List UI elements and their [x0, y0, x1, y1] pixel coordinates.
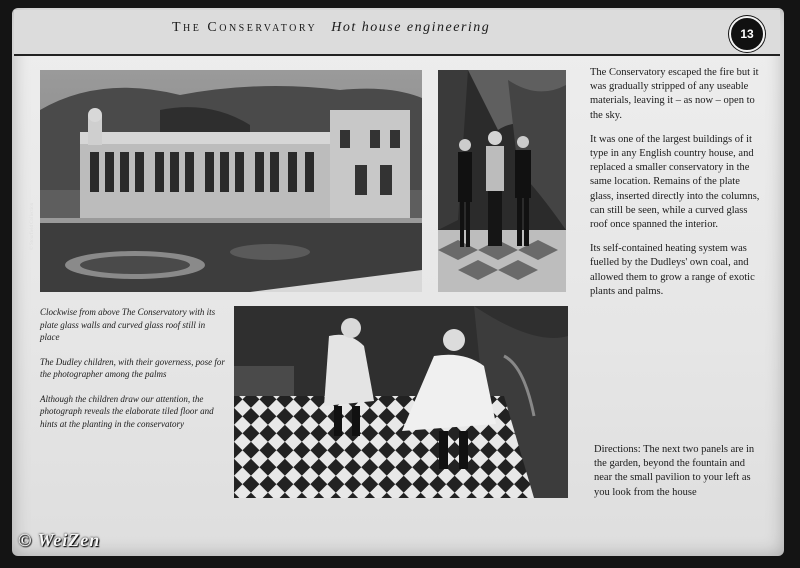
caption-children: The Dudley children, with their governess, pose for the photographer among the palms: [40, 356, 225, 379]
caption-floor: Although the children draw our attention, the photograph reveals the elaborate tiled floor and hints at the planting in the conservatory: [40, 393, 214, 429]
caption-exterior: Clockwise from above The Conservatory with its plate glass walls and curved glass roof still in place: [40, 307, 216, 342]
photo-captions: [40, 306, 225, 442]
children-tiled-floor-photo: [234, 306, 568, 498]
photo-credit: © Stourfield Collection: [30, 202, 35, 250]
photographer-watermark: © WeiZen: [18, 530, 101, 550]
title-subtitle: Hot house engineering: [331, 20, 491, 35]
paragraph-heating: Its self-contained heating system was fuelled by the Dudleys' own coal, and allowed them to grow a range of exotic plants and palms.: [590, 243, 755, 297]
paragraph-building: It was one of the largest buildings of it type in any English country house, and replaced a smaller conservatory in the same location. Remains of the plate glass, inserted directly into the columns, can still be seen, while a curved glass roof once spanned the interior.: [590, 133, 760, 231]
paragraph-fire: The Conservatory escaped the fire but it was gradually stripped of any useable materials, leaving it – as now – open to the sky.: [590, 67, 759, 121]
panel-title: [172, 20, 490, 36]
panel-number-badge: 13: [729, 16, 765, 52]
conservatory-exterior-photo: [40, 70, 422, 292]
directions-text: Directions: The next two panels are in the garden, beyond the fountain and near the small pavilion to your left as you look from the house: [594, 444, 755, 498]
conservatory-description: [590, 66, 762, 309]
conservatory-interior-photo: [438, 70, 566, 292]
title-main: The Conservatory: [172, 20, 318, 35]
